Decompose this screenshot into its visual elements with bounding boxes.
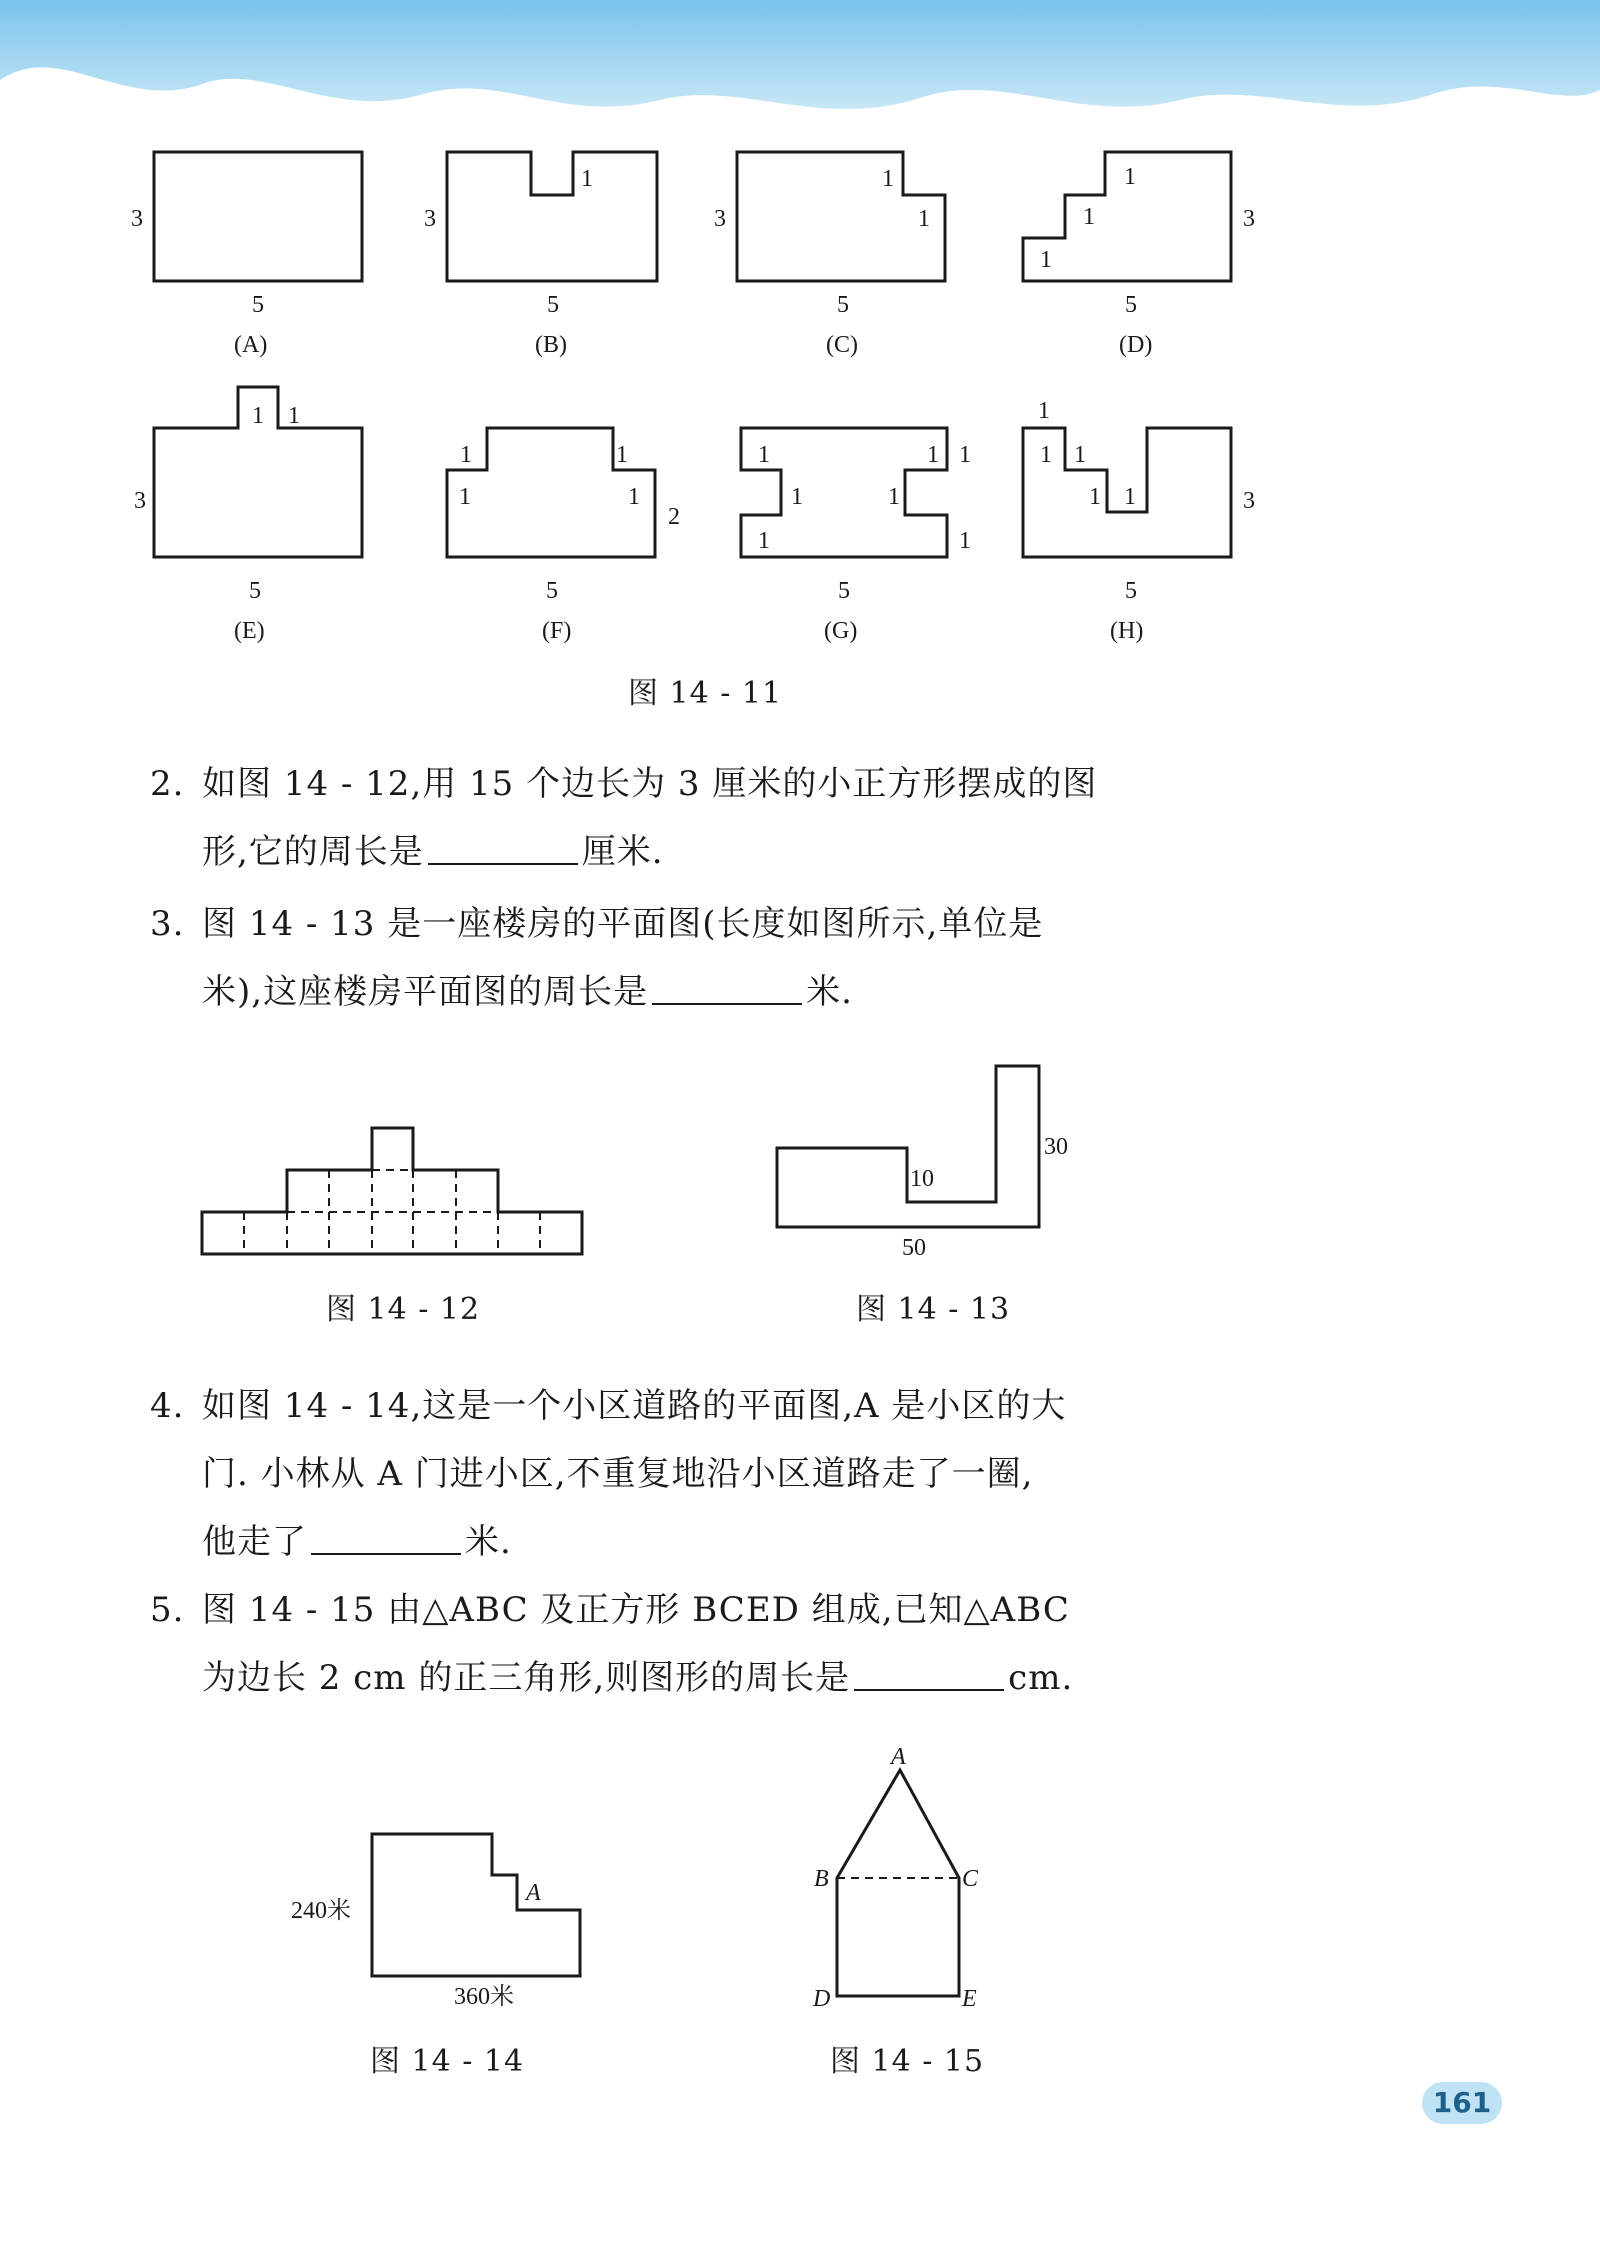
question-5-number: 5. bbox=[150, 1590, 185, 1630]
figure-14-14-label-height: 240米 bbox=[291, 1898, 351, 1924]
shape-d-caption: (D) bbox=[1119, 332, 1153, 358]
question-4-number: 4. bbox=[150, 1386, 185, 1426]
figure-14-15-outline bbox=[837, 1770, 959, 1996]
shape-g-unit-label: 1 bbox=[888, 484, 900, 510]
figure-14-15-vertex-a: A bbox=[891, 1744, 906, 1770]
shape-e-width-label: 5 bbox=[249, 578, 261, 604]
page-number-badge: 161 bbox=[1422, 2082, 1502, 2124]
shape-f-unit-label: 1 bbox=[459, 484, 471, 510]
figure-14-15-vertex-d: D bbox=[813, 1986, 831, 2012]
shape-h-unit-label: 1 bbox=[1038, 398, 1050, 424]
shape-d-unit-label: 1 bbox=[1124, 164, 1136, 190]
shape-c-caption: (C) bbox=[826, 332, 858, 358]
figure-14-13-label-30: 30 bbox=[1044, 1134, 1068, 1160]
shape-f-unit-label: 1 bbox=[460, 442, 472, 468]
figure-14-13-label-50: 50 bbox=[902, 1235, 926, 1261]
shape-h-unit-label: 1 bbox=[1040, 442, 1052, 468]
shape-f-unit-label: 1 bbox=[628, 484, 640, 510]
shape-a-height-label: 3 bbox=[131, 206, 143, 232]
shape-f-unit-label: 1 bbox=[616, 442, 628, 468]
shape-h-width-label: 5 bbox=[1125, 578, 1137, 604]
question-3-text: 米. bbox=[806, 972, 853, 1012]
figure-14-11-caption: 图 14 - 11 bbox=[628, 676, 783, 711]
shape-b-unit-label: 1 bbox=[581, 166, 593, 192]
figure-14-15-vertex-e: E bbox=[962, 1986, 977, 2012]
shape-d-unit-label: 1 bbox=[1083, 204, 1095, 230]
question-2-text: 如图 14 - 12,用 15 个边长为 3 厘米的小正方形摆成的图 bbox=[202, 764, 1098, 804]
shape-h-height-label: 3 bbox=[1243, 488, 1255, 514]
shape-g-unit-label: 1 bbox=[758, 528, 770, 554]
shape-a-width-label: 5 bbox=[252, 292, 264, 318]
figure-14-15-caption: 图 14 - 15 bbox=[830, 2044, 985, 2079]
shape-b-height-label: 3 bbox=[424, 206, 436, 232]
question-5-text: 图 14 - 15 由△ABC 及正方形 BCED 组成,已知△ABC bbox=[202, 1590, 1070, 1630]
shape-g-unit-label: 1 bbox=[959, 442, 971, 468]
shape-c-unit-label: 1 bbox=[882, 166, 894, 192]
question-4-text: 他走了 bbox=[202, 1522, 307, 1562]
shape-a-caption: (A) bbox=[234, 332, 268, 358]
shape-d-height-label: 3 bbox=[1243, 206, 1255, 232]
shape-f-height-label: 2 bbox=[668, 504, 680, 530]
figure-14-14-gate-label: A bbox=[526, 1880, 541, 1906]
shape-h-unit-label: 1 bbox=[1089, 484, 1101, 510]
shape-g-width-label: 5 bbox=[838, 578, 850, 604]
shape-c-width-label: 5 bbox=[837, 292, 849, 318]
shape-g-unit-label: 1 bbox=[959, 528, 971, 554]
figure-14-13-caption: 图 14 - 13 bbox=[856, 1292, 1011, 1327]
shape-d-unit-label: 1 bbox=[1040, 247, 1052, 273]
shape-d-width-label: 5 bbox=[1125, 292, 1137, 318]
question-2-text: 形,它的周长是 bbox=[202, 832, 424, 872]
shape-b-width-label: 5 bbox=[547, 292, 559, 318]
figure-14-15-vertex-c: C bbox=[962, 1866, 979, 1892]
question-5-text: 为边长 2 cm 的正三角形,则图形的周长是 bbox=[202, 1658, 851, 1698]
shape-h-unit-label: 1 bbox=[1074, 442, 1086, 468]
shape-c-unit-label: 1 bbox=[918, 206, 930, 232]
question-4-text: 如图 14 - 14,这是一个小区道路的平面图,A 是小区的大 bbox=[202, 1386, 1067, 1426]
question-3-number: 3. bbox=[150, 904, 185, 944]
shape-g-unit-label: 1 bbox=[791, 484, 803, 510]
question-4-text: 门. 小林从 A 门进小区,不重复地沿小区道路走了一圈, bbox=[202, 1454, 1034, 1494]
shape-e-unit-label: 1 bbox=[252, 403, 264, 429]
figure-14-13-label-10: 10 bbox=[910, 1166, 934, 1192]
shape-c-height-label: 3 bbox=[714, 206, 726, 232]
question-5-text: cm. bbox=[1008, 1658, 1074, 1698]
shape-f-width-label: 5 bbox=[546, 578, 558, 604]
question-2-number: 2. bbox=[150, 764, 185, 804]
figure-14-14-label-width: 360米 bbox=[454, 1984, 514, 2010]
shape-h-caption: (H) bbox=[1110, 618, 1144, 644]
shape-e-height-label: 3 bbox=[134, 488, 146, 514]
shape-e-caption: (E) bbox=[234, 618, 265, 644]
shape-b-caption: (B) bbox=[535, 332, 567, 358]
shape-g-unit-label: 1 bbox=[927, 442, 939, 468]
shape-f-caption: (F) bbox=[542, 618, 572, 644]
shape-g-unit-label: 1 bbox=[758, 442, 770, 468]
figure-14-14-caption: 图 14 - 14 bbox=[370, 2044, 525, 2079]
question-2-text: 厘米. bbox=[581, 832, 664, 872]
shape-g-caption: (G) bbox=[824, 618, 858, 644]
shape-e-unit-label: 1 bbox=[288, 403, 300, 429]
figure-14-15-vertex-b: B bbox=[814, 1866, 829, 1892]
question-3-text: 图 14 - 13 是一座楼房的平面图(长度如图所示,单位是 bbox=[202, 904, 1044, 944]
shape-h-unit-label: 1 bbox=[1124, 484, 1136, 510]
figure-14-12-caption: 图 14 - 12 bbox=[326, 1292, 481, 1327]
question-4-text: 米. bbox=[465, 1522, 512, 1562]
question-3-text: 米),这座楼房平面图的周长是 bbox=[202, 972, 649, 1012]
